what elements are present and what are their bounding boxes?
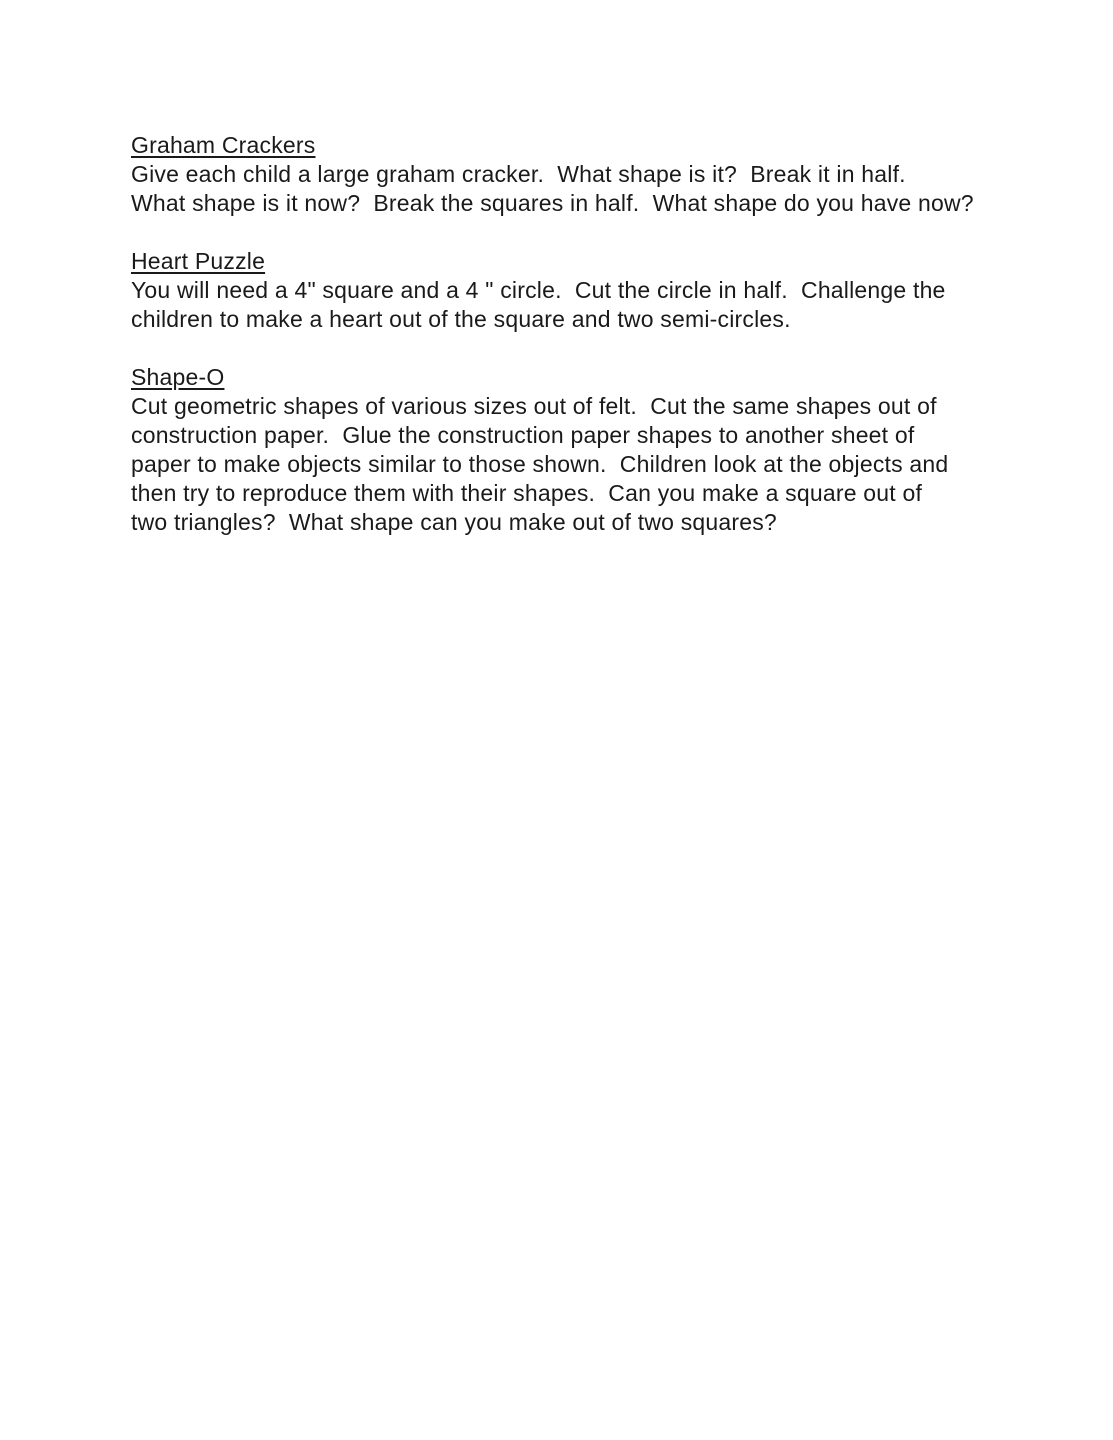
body-text-line: You will need a 4" square and a 4 " circle. Cut the circle in half. Challenge the [131,277,946,303]
body-text-line: two triangles? What shape can you make out of two squares? [131,509,777,535]
body-text-line: construction paper. Glue the construction paper shapes to another sheet of [131,422,915,448]
section-heading: Shape-O [131,364,225,390]
section-heading: Heart Puzzle [131,248,266,274]
body-text-line: paper to make objects similar to those shown. Children look at the objects and [131,451,949,477]
body-text-line: then try to reproduce them with their shapes. Can you make a square out of [131,480,923,506]
section-heart-puzzle [131,247,1013,334]
document-content [131,131,1013,566]
body-text-line: What shape is it now? Break the squares in half. What shape do you have now? [131,190,974,216]
section-heading: Graham Crackers [131,132,316,158]
body-text-line: Cut geometric shapes of various sizes out of felt. Cut the same shapes out of [131,393,937,419]
section-shape-o [131,363,1013,537]
body-text-line: children to make a heart out of the square and two semi-circles. [131,306,791,332]
body-text-line: Give each child a large graham cracker. What shape is it? Break it in half. [131,161,906,187]
section-graham-crackers [131,131,1013,218]
